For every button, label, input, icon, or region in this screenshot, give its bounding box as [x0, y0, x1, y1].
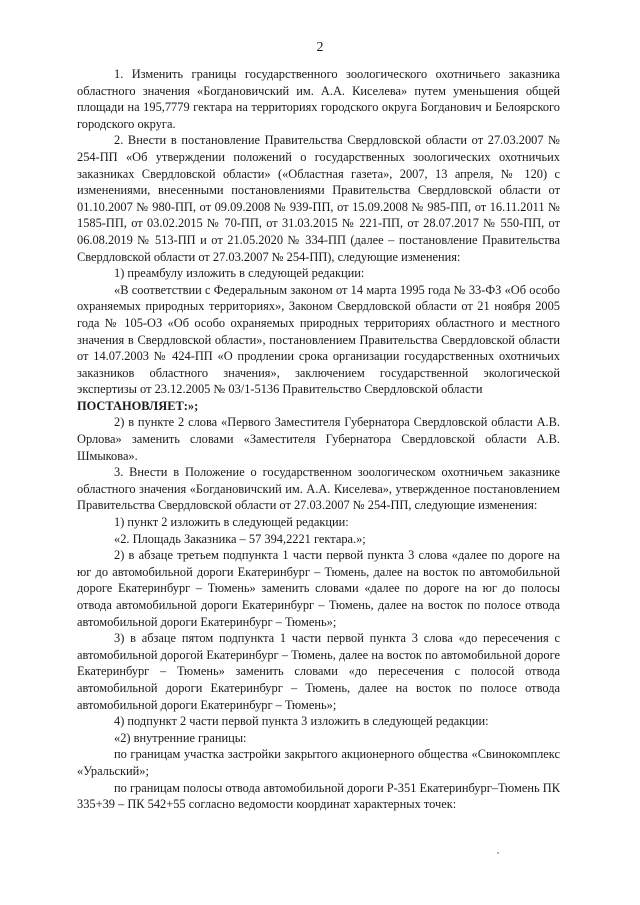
- paragraph-preamble-text: «В соответствии с Федеральным законом от 14 марта 1995 года № 33-ФЗ «Об особо охраняемых природных территориях», Законом Свердловской области от 21 ноября 2005 года № 105-ОЗ «Об особо охраняемых природных территориях областного и местного значения в Свердловской области», постановлением Правительства Свердловской области от 14.07.2003 № 424-ПП «О продлении срока организации государственных охотничьих заказников областного значения», заключением государственной экологической экспертизы от 23.12.2005 № 03/1-5136 Правительство Свердловской области: [77, 282, 560, 397]
- paragraph-preamble-heading: 1) преамбулу изложить в следующей редакции:: [114, 266, 365, 281]
- paragraph-road-r351: по границам полосы отвода автомобильной дороги Р-351 Екатеринбург–Тюмень ПК 335+39 – ПК 542+55 согласно ведомости координат характерных точек:: [77, 780, 560, 812]
- paragraph-item-1: 1. Изменить границы государственного зоологического охотничьего заказника областного значения «Богдановичский им. А.А. Киселева» путем уменьшения общей площади на 195,7779 гектара на территориях городского округа Богданович и Белоярского городского округа.: [77, 67, 560, 131]
- paragraph-subitem-4: 4) подпункт 2 части первой пункта 3 изложить в следующей редакции:: [114, 714, 489, 729]
- paragraph-pig-complex: по границам участка застройки закрытого акционерного общества «Свинокомплекс «Уральский»;: [77, 747, 560, 778]
- paragraph-subitem-1-point2: 1) пункт 2 изложить в следующей редакции:: [114, 515, 349, 530]
- paragraph-area: «2. Площадь Заказника – 57 394,2221 гектара.»;: [114, 531, 366, 546]
- page-number: 2: [316, 40, 324, 55]
- document-body: [77, 66, 560, 813]
- paragraph-item-3: 3. Внести в Положение о государственном зоологическом охотничьем заказнике областного значения «Богдановичский им. А.А. Киселева», утвержденное постановлением Правительства Свердловской области от 27.03.2007 № 254-ПП, следующие изменения:: [77, 465, 560, 513]
- paragraph-subitem-3-abzac5: 3) в абзаце пятом подпункта 1 части первой пункта 3 слова «до пересечения с автомобильной дорогой Екатеринбург – Тюмень, далее на восток по автомобильной дороге Екатеринбург – Тюмень» заменить словами «до пересечения с полосой отвода автомобильной дороги Екатеринбург – Тюмень, далее на восток по полосе отвода автомобильной дороги Екатеринбург – Тюмень»;: [77, 631, 560, 712]
- paragraph-postanovlyaet: ПОСТАНОВЛЯЕТ:»;: [77, 398, 199, 413]
- paragraph-subitem-2-abzac3: 2) в абзаце третьем подпункта 1 части первой пункта 3 слова «далее по дороге на юг до автомобильной дороги Екатеринбург – Тюмень, далее на восток по автомобильной дороге Екатеринбург – Тюмень» заменить словами «далее по дороге на юг до полосы отвода автомобильной дороги Екатеринбург – Тюмень, далее на восток по полосе отвода автомобильной дороги Екатеринбург – Тюмень»;: [77, 548, 560, 629]
- scan-speck: [497, 852, 499, 854]
- paragraph-subitem-2: 2) в пункте 2 слова «Первого Заместителя Губернатора Свердловской области А.В. Орлова» заменить словами «Заместителя Губернатора Свердловской области А.В. Шмыкова».: [77, 415, 560, 463]
- paragraph-item-2: 2. Внести в постановление Правительства Свердловской области от 27.03.2007 № 254-ПП «Об утверждении положений о государственных зоологических охотничьих заказниках Свердловской области» («Областная газета», 2007, 13 апреля, № 120) с изменениями, внесенными постановлениями Правительства Свердловской области от 01.10.2007 № 980-ПП, от 09.09.2008 № 939-ПП, от 15.09.2008 № 985-ПП, от 16.11.2011 № 1585-ПП, от 03.02.2015 № 70-ПП, от 31.03.2015 № 221-ПП, от 28.07.2017 № 550-ПП, от 06.08.2019 № 513-ПП и от 21.05.2020 № 334-ПП (далее – постановление Правительства Свердловской области от 27.03.2007 № 254-ПП), следующие изменения:: [77, 133, 560, 264]
- paragraph-inner-borders: «2) внутренние границы:: [114, 730, 247, 745]
